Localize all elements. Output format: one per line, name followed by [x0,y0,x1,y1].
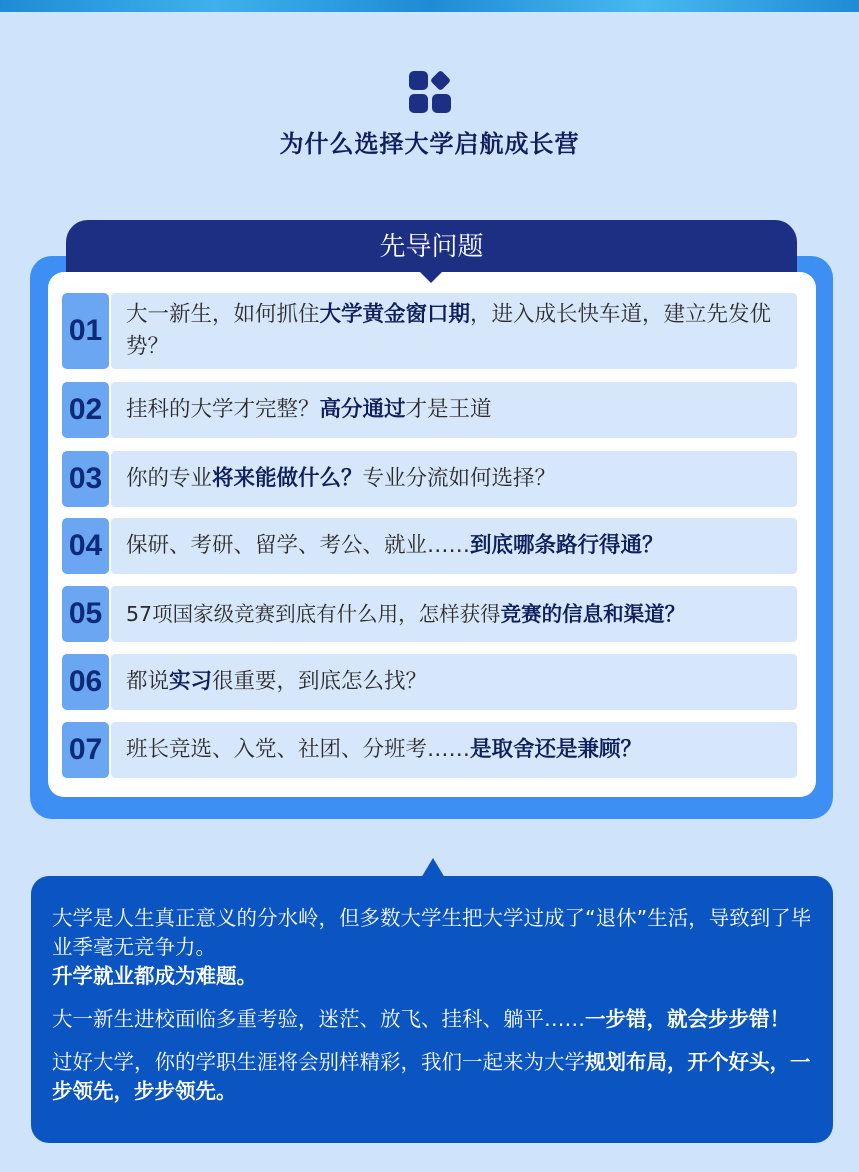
text-segment: 都说 [126,669,170,694]
panel-tab-label: 先导问题 [379,232,484,262]
highlight-text: 将来能做什么？ [212,466,363,491]
page-title: 为什么选择大学启航成长营 [279,130,580,158]
text-segment: 大一新生，如何抓住 [126,302,320,327]
highlight-text: 到底哪条路行得通？ [470,533,664,558]
top-banner [0,0,859,12]
question-text [111,293,797,369]
text-segment: 你的专业 [126,466,213,491]
text-segment: 专业分流如何选择？ [362,466,557,491]
text-segment: 57项国家级竞赛到底有什么用，怎样获得 [126,602,501,626]
text-segment: 保研、考研、留学、考公、就业…… [126,533,471,558]
highlight-text: 大学黄金窗口期 [319,302,471,327]
summary-box [31,876,833,1143]
question-item [62,293,797,369]
highlight-text: 一步错，就会步步错！ [585,1007,790,1031]
summary-paragraph [52,904,817,991]
question-text [111,518,797,574]
four-square-grid-icon [408,70,452,114]
text-segment: 才是王道 [405,397,492,422]
text-segment: ，进入成长快车道，建立先发优势？ [126,302,772,359]
question-item [62,722,797,778]
question-item [62,382,797,438]
question-text [111,382,797,438]
tab-pointer-icon [420,272,442,283]
question-number: 06 [62,654,109,710]
text-segment: 大一新生进校面临多重考验，迷茫、放飞、挂科、躺平…… [52,1007,585,1031]
question-text [111,451,797,507]
question-text [111,586,797,642]
text-segment: 很重要，到底怎么找？ [212,669,428,694]
question-number: 03 [62,451,109,507]
text-segment: 班长竞选、入党、社团、分班考…… [126,737,471,762]
pointer-up-icon [421,858,445,878]
question-number: 01 [62,293,109,369]
question-text [111,654,797,710]
highlight-text: 竞赛的信息和渠道？ [500,602,686,626]
highlight-text: 规划布局，开个好头，一步领先，步步领先。 [52,1050,811,1103]
question-item [62,518,797,574]
question-item [62,654,797,710]
highlight-text: 高分通过 [319,397,406,422]
highlight-text: 是取舍还是兼顾？ [470,737,643,762]
highlight-text: 升学就业都成为难题。 [52,964,257,988]
highlight-text: 实习 [169,669,213,694]
question-number: 07 [62,722,109,778]
question-item [62,586,797,642]
question-text [111,722,797,778]
summary-paragraph [52,1048,817,1106]
question-item [62,451,797,507]
question-number: 05 [62,586,109,642]
text-segment: 大学是人生真正意义的分水岭，但多数大学生把大学过成了“退休”生活，导致到了毕业季毫无竞争力。 [52,906,812,959]
text-segment: 过好大学，你的学职生涯将会别样精彩，我们一起来为大学 [52,1050,585,1074]
summary-paragraph [52,1005,817,1034]
question-number: 02 [62,382,109,438]
question-number: 04 [62,518,109,574]
text-segment: 挂科的大学才完整？ [126,397,320,422]
